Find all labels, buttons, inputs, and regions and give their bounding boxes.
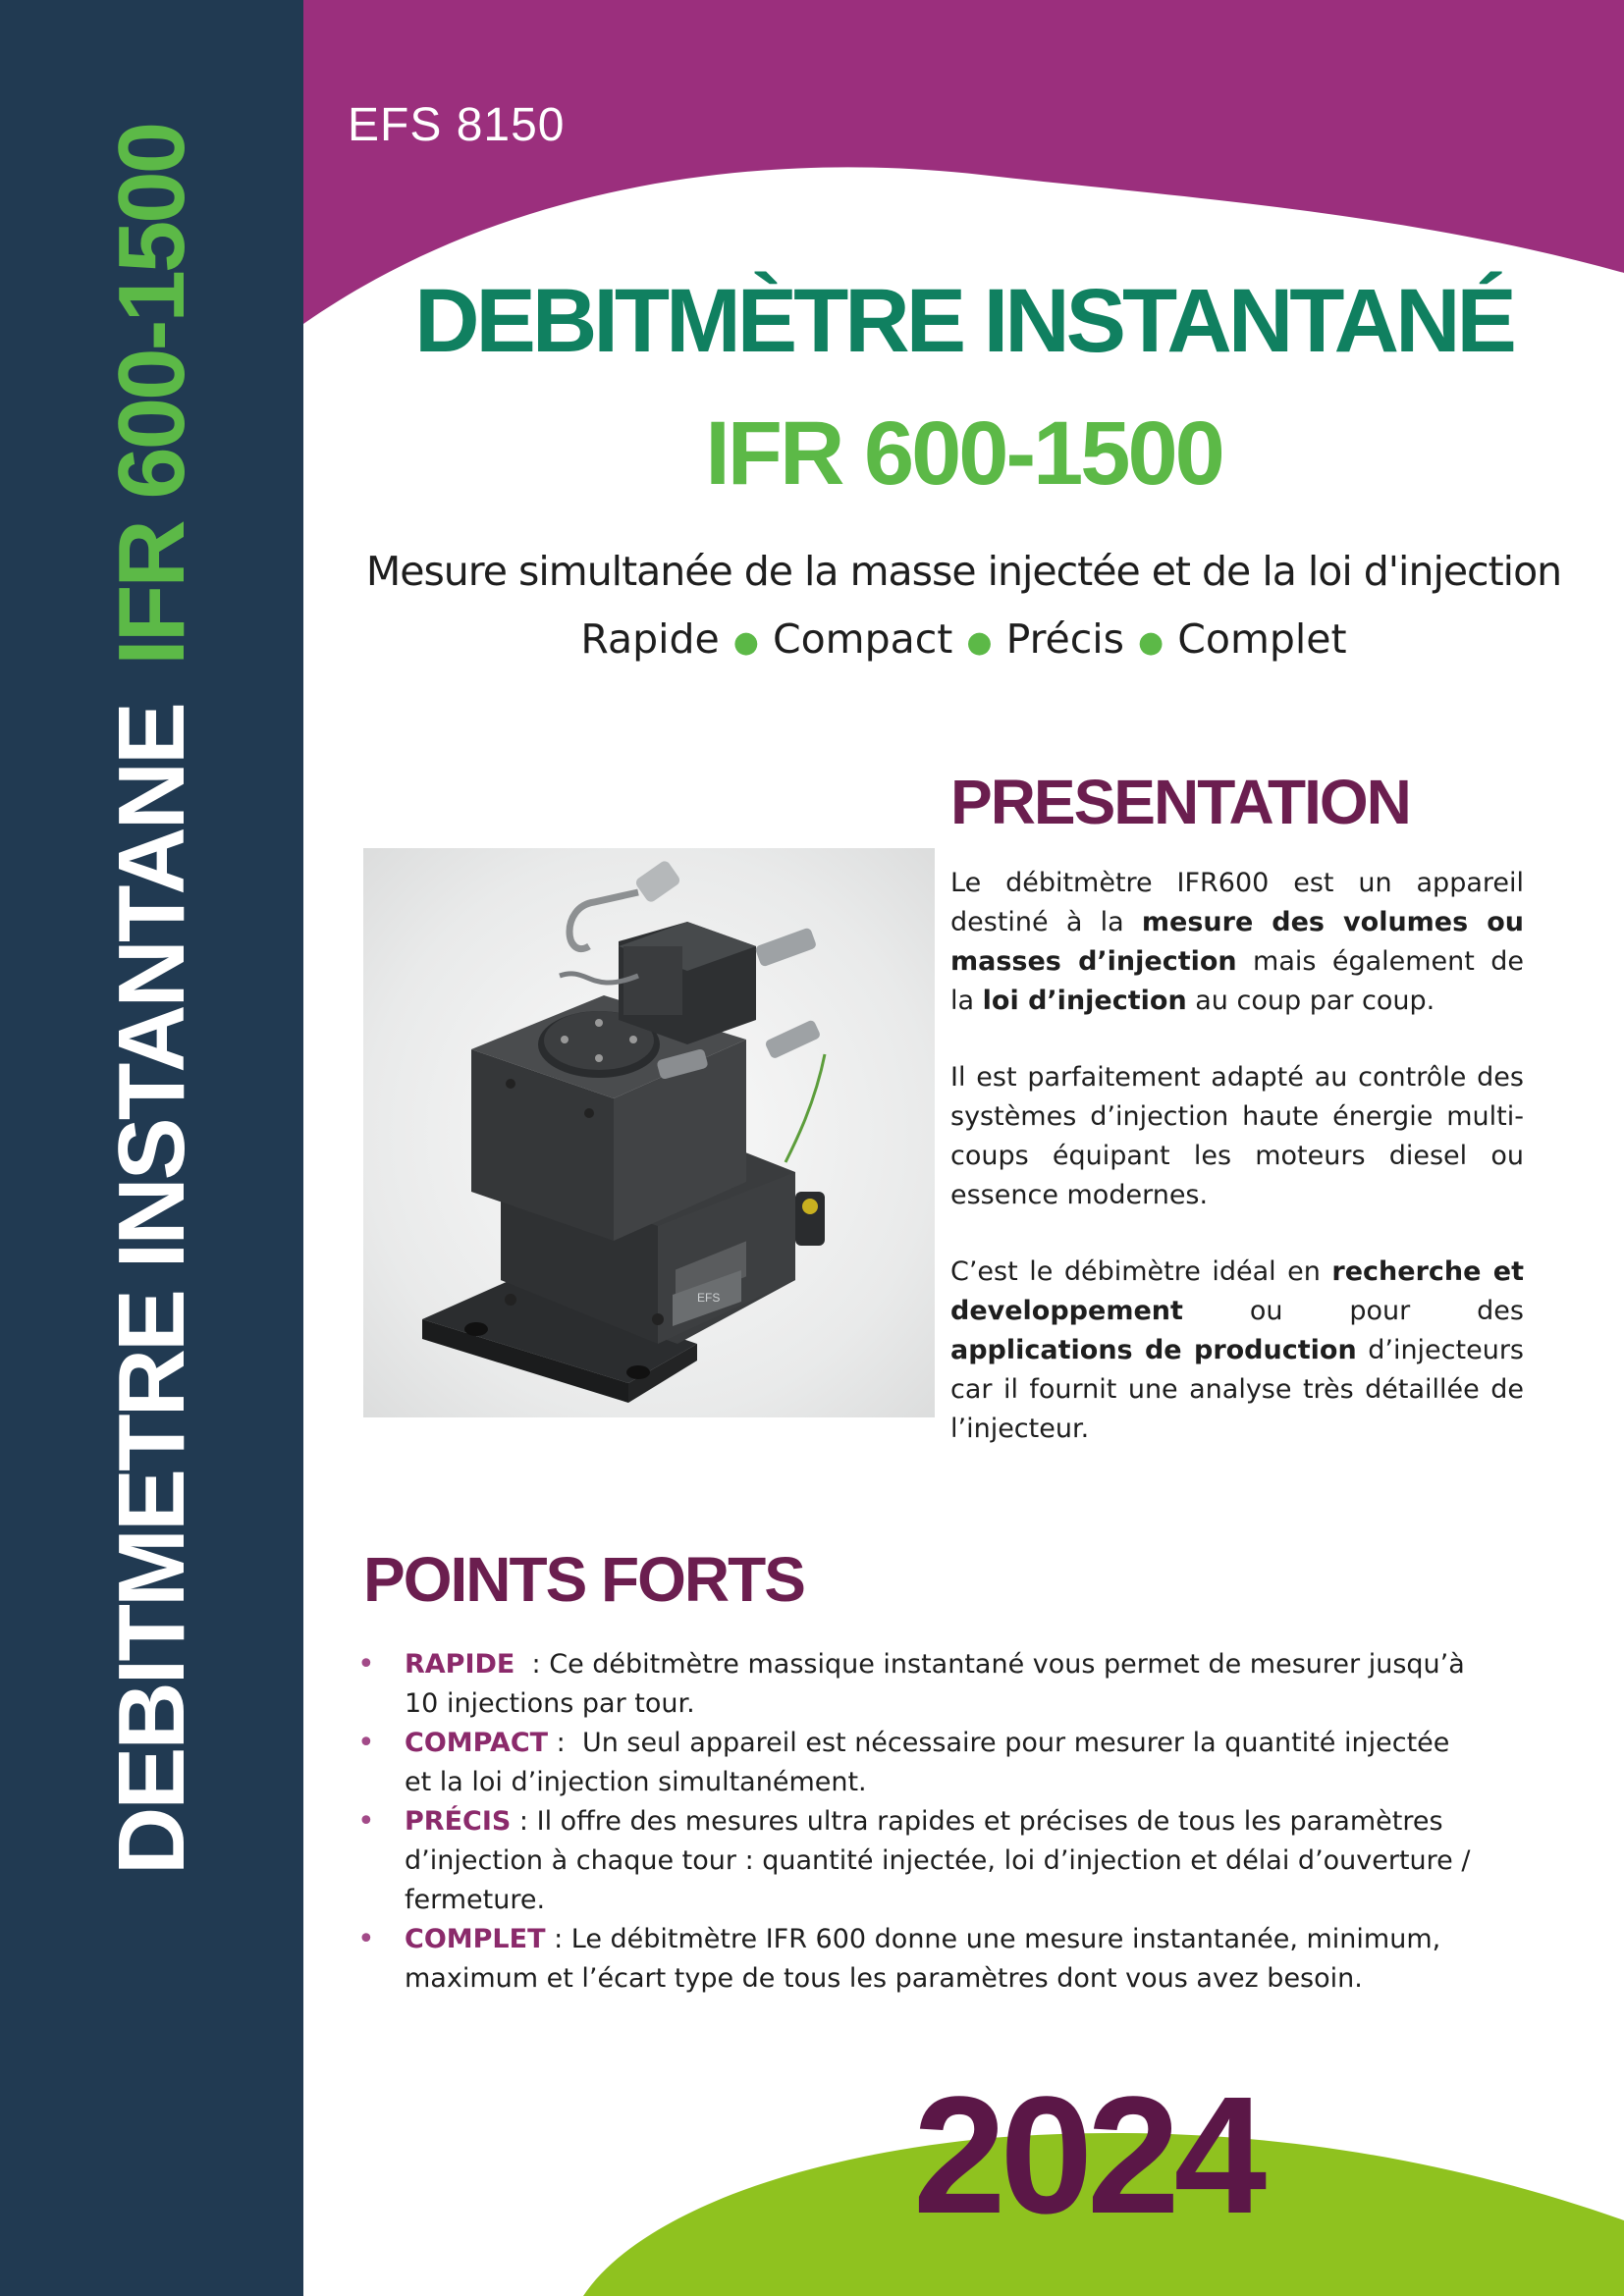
page-title: DEBITMÈTRE INSTANTANÉ	[414, 271, 1513, 371]
list-item	[355, 1724, 1475, 1802]
tag-separator-dot: ●	[732, 624, 759, 660]
text-run: d’injecteurs car il fournit une analyse très détaillée de l’injecteur.	[950, 1335, 1524, 1444]
sidebar-band	[0, 0, 303, 2296]
sidebar-title-green: IFR 600-1500	[99, 124, 204, 666]
point-keyword: COMPLET	[405, 1924, 546, 1954]
bold-text-run: applications de production	[950, 1335, 1357, 1365]
points-forts-heading: POINTS FORTS	[363, 1544, 804, 1615]
bold-text-run: mesure des volumes ou masses d’injection	[950, 907, 1524, 977]
point-keyword: COMPACT	[405, 1728, 549, 1758]
text-run: mais également de la	[950, 946, 1525, 1016]
tag-precis: Précis	[1005, 615, 1125, 663]
tag-compact: Compact	[772, 615, 953, 663]
text-run: Le débitmètre IFR600 est un appareil destiné à la	[950, 868, 1524, 937]
presentation-paragraph-2: Il est parfaitement adapté au contrôle des systèmes d’injection haute énergie multi-coups équipant les moteurs diesel ou essence modernes.	[950, 1062, 1524, 1210]
text-run: ou pour des	[1182, 1296, 1524, 1326]
product-code: EFS 8150	[348, 99, 566, 151]
tag-separator-dot: ●	[966, 624, 993, 660]
list-item	[355, 1802, 1475, 1920]
edition-year: 2024	[913, 2062, 1262, 2249]
sidebar-title-white: DEBITMETRE INSTANTANE	[99, 704, 204, 1875]
point-separator: :	[545, 1924, 571, 1954]
point-keyword: RAPIDE	[405, 1649, 515, 1680]
point-separator: :	[514, 1649, 550, 1680]
tag-separator-dot: ●	[1138, 624, 1164, 660]
point-text: Ce débitmètre massique instantané vous permet de mesurer jusqu’à 10 injections par tour.	[405, 1649, 1465, 1719]
presentation-paragraph-1	[950, 864, 1524, 1021]
point-keyword: PRÉCIS	[405, 1806, 512, 1837]
presentation-heading: PRESENTATION	[950, 767, 1410, 837]
point-text: Il offre des mesures ultra rapides et précises de tous les paramètres d’injection à chaque tour : quantité injectée, loi d’injection et délai d’ouverture / fermeture.	[405, 1806, 1471, 1915]
bold-text-run: loi d’injection	[982, 986, 1187, 1016]
point-text: Un seul appareil est nécessaire pour mesurer la quantité injectée et la loi d’injection simultanément.	[405, 1728, 1450, 1797]
list-item	[355, 1645, 1475, 1724]
page-subtitle: Mesure simultanée de la masse injectée et de la loi d'injection	[365, 548, 1562, 595]
text-run: C’est le débimètre idéal en	[950, 1256, 1332, 1287]
bullet-dot-icon: •	[357, 1922, 375, 1956]
bullet-dot-icon: •	[357, 1647, 375, 1682]
bullet-dot-icon: •	[357, 1804, 375, 1839]
tag-complet: Complet	[1177, 615, 1347, 663]
text-run: au coup par coup.	[1186, 986, 1435, 1016]
point-separator: :	[548, 1728, 582, 1758]
bold-text-run: recherche et developpement	[950, 1256, 1524, 1326]
presentation-paragraph-3	[950, 1253, 1524, 1449]
sidebar-vertical-title	[98, 125, 206, 1875]
flowmeter-illustration	[363, 848, 935, 1417]
point-separator: :	[511, 1806, 537, 1837]
product-model-title: IFR 600-1500	[705, 403, 1222, 504]
nameplate-text: EFS	[697, 1291, 721, 1305]
list-item	[355, 1920, 1475, 1999]
tag-rapide: Rapide	[580, 615, 720, 663]
feature-tags	[303, 615, 1624, 663]
product-photo	[363, 848, 935, 1417]
points-forts-list	[355, 1645, 1475, 1999]
point-text: Le débitmètre IFR 600 donne une mesure instantanée, minimum, maximum et l’écart type de tous les paramètres dont vous avez besoin.	[405, 1924, 1441, 1994]
bullet-dot-icon: •	[357, 1726, 375, 1760]
